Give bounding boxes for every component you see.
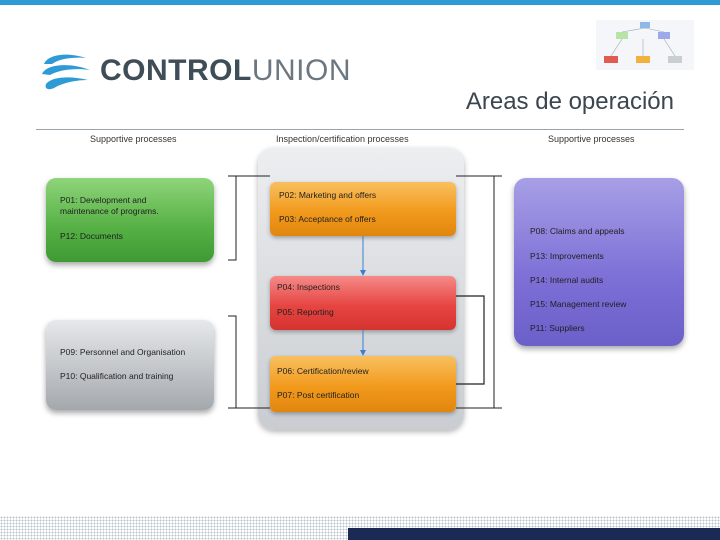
label-p04: P04: Inspections xyxy=(277,282,340,292)
label-p08: P08: Claims and appeals xyxy=(530,226,625,236)
label-p10: P10: Qualification and training xyxy=(60,371,174,381)
label-p15: P15: Management review xyxy=(530,299,627,309)
column-heading-right: Supportive processes xyxy=(548,134,635,144)
column-heading-center: Inspection/certification processes xyxy=(276,134,409,144)
label-p12: P12: Documents xyxy=(60,231,123,241)
logo-word-control: CONTROL xyxy=(100,54,252,87)
label-p01-line2: maintenance of programs. xyxy=(60,206,159,216)
label-p13: P13: Improvements xyxy=(530,251,604,261)
label-p01-line1: P01: Development and xyxy=(60,195,147,205)
footer-dark-bar xyxy=(348,528,720,540)
label-p11: P11: Suppliers xyxy=(530,323,585,333)
label-p05: P05: Reporting xyxy=(277,307,334,317)
column-heading-left: Supportive processes xyxy=(90,134,177,144)
label-p02: P02: Marketing and offers xyxy=(279,190,377,200)
label-p06: P06: Certification/review xyxy=(277,366,369,376)
logo-word-union: UNION xyxy=(251,54,351,87)
label-p14: P14: Internal audits xyxy=(530,275,604,285)
slide-title: Areas de operación xyxy=(465,88,674,115)
label-p07: P07: Post certification xyxy=(277,390,360,400)
label-p03: P03: Acceptance of offers xyxy=(279,214,376,224)
label-p09: P09: Personnel and Organisation xyxy=(60,347,186,357)
